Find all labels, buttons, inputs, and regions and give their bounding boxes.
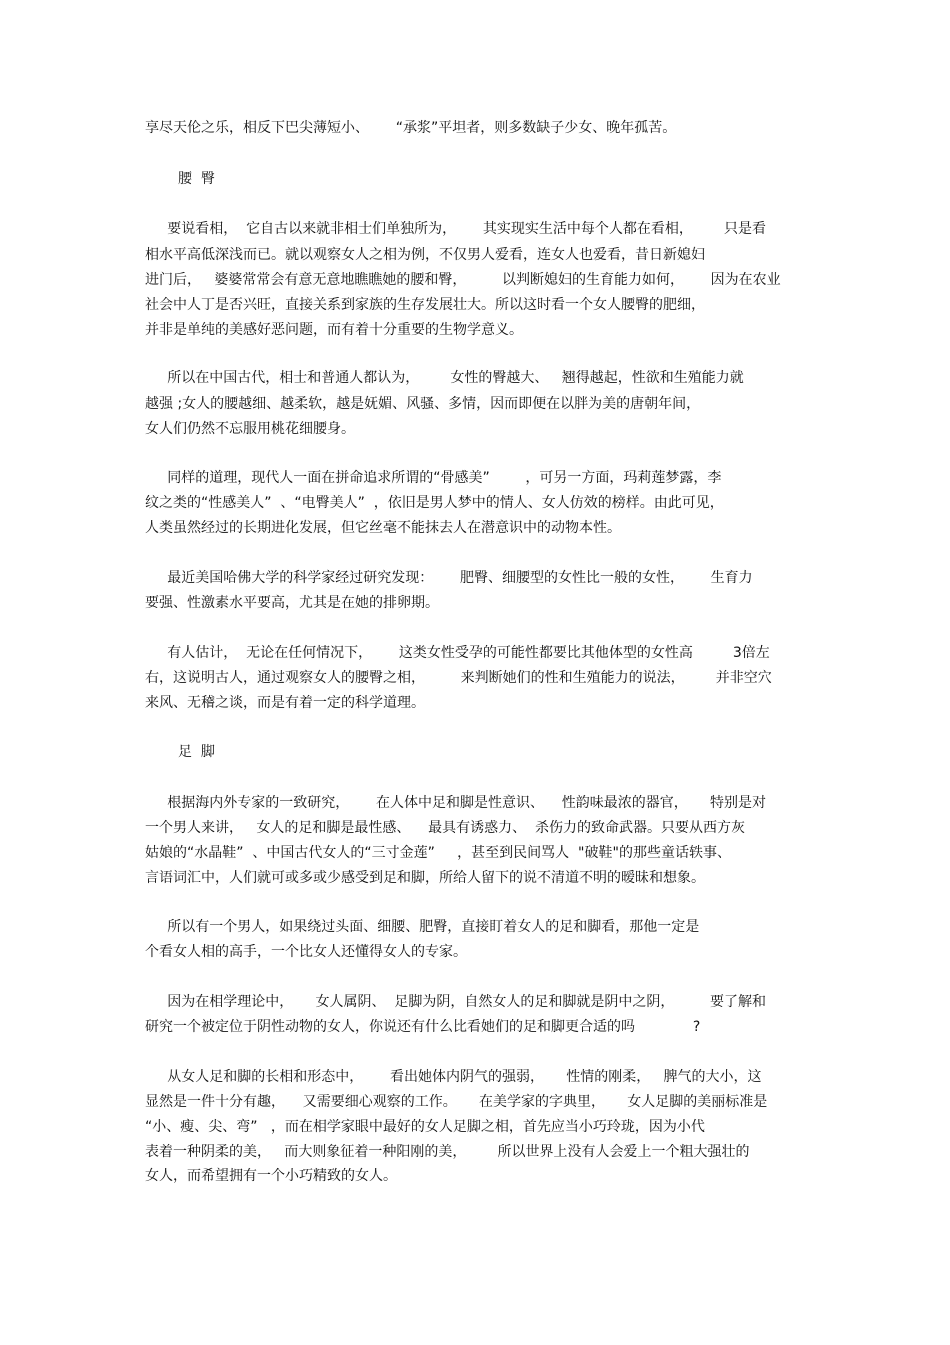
- text-line: 研究一个被定位于阴性动物的女人，你说还有什么比看她们的足和脚更合适的吗 ?: [145, 1019, 701, 1035]
- text-line: 所以有一个男人，如果绕过头面、细腰、肥臀，直接盯着女人的足和脚看，那他一定是: [145, 919, 700, 935]
- text-line: 相水平高低深浅而已。就以观察女人之相为例，不仅男人爱看，连女人也爱看，昔日新媳妇: [145, 247, 705, 263]
- text-line: 右，这说明古人，通过观察女人的腰臀之相， 来判断她们的性和生殖能力的说法， 并非空穴: [145, 670, 772, 686]
- text-line: 享尽天伦之乐，相反下巴尖薄短小、 “承浆”平坦者，则多数缺子少女、晚年孤苦。: [145, 120, 677, 136]
- text-line: 人类虽然经过的长期进化发展，但它丝毫不能抹去人在潜意识中的动物本性。: [145, 520, 621, 536]
- text-line: 女人们仍然不忘服用桃花细腰身。: [145, 421, 355, 437]
- text-line: 同样的道理，现代人一面在拼命追求所谓的“骨感美” ，可另一方面，玛莉莲梦露，李: [145, 470, 722, 486]
- text-line: 因为在相学理论中， 女人属阴、 足脚为阴，自然女人的足和脚就是阴中之阴， 要了解和: [145, 994, 767, 1010]
- text-line: 所以在中国古代，相士和普通人都认为， 女性的臀越大、 翘得越起，性欲和生殖能力就: [145, 370, 744, 386]
- text-line: 显然是一件十分有趣， 又需要细心观察的工作。 在美学家的字典里， 女人足脚的美丽标准是: [145, 1094, 768, 1110]
- text-line: 从女人足和脚的长相和形态中， 看出她体内阴气的强弱， 性情的刚柔， 脾气的大小，这: [145, 1069, 762, 1085]
- text-line: 要强、性激素水平要高，尤其是在她的排卵期。: [145, 595, 439, 611]
- text-line: 表着一种阴柔的美， 而大则象征着一种阳刚的美， 所以世界上没有人会爱上一个粗大强壮的: [145, 1144, 750, 1160]
- text-line: 女人，而希望拥有一个小巧精致的女人。: [145, 1168, 397, 1184]
- text-line: 最近美国哈佛大学的科学家经过研究发现： 肥臀、细腰型的女性比一般的女性， 生育力: [145, 570, 753, 586]
- text-line: 要说看相， 它自古以来就非相士们单独所为， 其实现实生活中每个人都在看相， 只是看: [145, 221, 767, 237]
- text-line: 社会中人丁是否兴旺，直接关系到家族的生存发展壮大。所以这时看一个女人腰臀的肥细，: [145, 297, 705, 313]
- text-line: 有人估计， 无论在任何情况下， 这类女性受孕的可能性都要比其他体型的女性高 3倍左: [145, 645, 770, 661]
- text-line: 来风、无稽之谈，而是有着一定的科学道理。: [145, 695, 425, 711]
- text-line: 言语词汇中，人们就可或多或少感受到足和脚，所给人留下的说不清道不明的暧昧和想象。: [145, 870, 705, 886]
- text-line: 一个男人来讲， 女人的足和脚是最性感、 最具有诱惑力、 杀伤力的致命武器。只要从西方灰: [145, 820, 746, 836]
- text-line: 纹之类的“性感美人” 、“电臀美人” ，依旧是男人梦中的情人、女人仿效的榜样。由此可见，: [145, 495, 724, 511]
- section-heading-feet: 足 脚: [178, 744, 215, 760]
- text-line: 并非是单纯的美感好恶问题，而有着十分重要的生物学意义。: [145, 322, 523, 338]
- text-line: 越强 ;女人的腰越细、越柔软，越是妩媚、风骚、多情，因而即便在以胖为美的唐朝年间，: [145, 396, 701, 412]
- section-heading-waist-hips: 腰 臀: [178, 171, 215, 187]
- text-line: 姑娘的“水晶鞋” 、中国古代女人的“三寸金莲” ，甚至到民间骂人 "破鞋"的那些童话轶事、: [145, 845, 731, 861]
- text-line: 个看女人相的高手，一个比女人还懂得女人的专家。: [145, 944, 467, 960]
- text-line: “小、瘦、尖、弯” ，而在相学家眼中最好的女人足脚之相，首先应当小巧玲珑，因为小代: [145, 1119, 705, 1135]
- text-line: 根据海内外专家的一致研究， 在人体中足和脚是性意识、 性韵味最浓的器官， 特别是对: [145, 795, 767, 811]
- text-line: 进门后， 婆婆常常会有意无意地瞧瞧她的腰和臀， 以判断媳妇的生育能力如何， 因为在农业: [145, 272, 781, 288]
